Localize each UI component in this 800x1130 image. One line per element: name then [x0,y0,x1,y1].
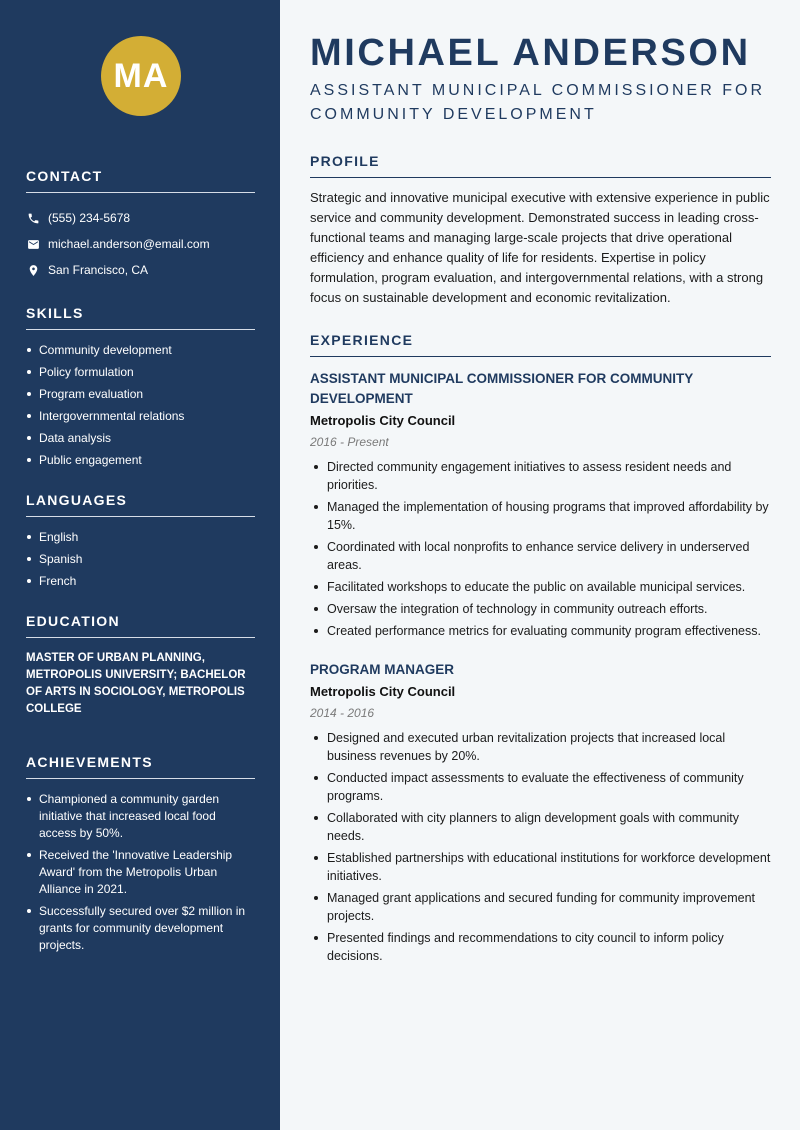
skill-item: Intergovernmental relations [26,408,255,424]
profile-heading: PROFILE [310,153,771,178]
contact-location-row [26,257,255,283]
experience-heading: EXPERIENCE [310,332,771,357]
job-title: PROGRAM MANAGER [310,662,454,677]
job-bullet: Managed grant applications and secured funding for community improvement projects. [310,889,771,925]
contact-location: San Francisco, CA [48,263,149,277]
achievement-item: Championed a community garden initiative that increased local food access by 50%. [26,791,255,842]
location-pin-icon [26,263,40,277]
skill-item: Community development [26,342,255,358]
contact-email-row [26,231,255,257]
achievement-item: Successfully secured over $2 million in grants for community development projects. [26,903,255,954]
contact-phone[interactable]: (555) 234-5678 [48,211,131,225]
skill-item: Program evaluation [26,386,255,402]
avatar-initials: MA [101,36,181,116]
job-bullet: Presented findings and recommendations to city council to inform policy decisions. [310,929,771,965]
email-icon [26,237,40,251]
job-bullets [310,729,771,965]
skill-item: Data analysis [26,430,255,446]
skills-list [26,342,255,468]
job-bullet: Created performance metrics for evaluating community program effectiveness. [310,622,771,640]
main-content [280,0,800,1130]
skill-item: Public engagement [26,452,255,468]
language-item: French [26,573,255,589]
job-bullet: Established partnerships with educational institutions for workforce development initiatives. [310,849,771,885]
skills-heading: SKILLS [26,305,255,330]
profile-text: Strategic and innovative municipal executive with extensive experience in public service and community development. Demonstrated success in leading cross-functional teams and managing large-scale projects that drive operational efficiency and enhance quality of life for residents. Expertise in policy formulation, program evaluation, and intergovernmental relations, with a strong focus on sustainable development and economic revitalization. [310,190,770,305]
skills-section [26,305,255,468]
job-company: Metropolis City Council [310,684,456,699]
phone-icon [26,211,40,225]
job-bullet: Designed and executed urban revitalization projects that increased local business revenues by 20%. [310,729,771,765]
education-heading: EDUCATION [26,613,255,638]
candidate-name: MICHAEL ANDERSON [310,32,751,74]
job-dates: 2016 - Present [310,435,389,449]
job-bullet: Facilitated workshops to educate the public on available municipal services. [310,578,771,596]
achievement-item: Received the 'Innovative Leadership Award' from the Metropolis Urban Alliance in 2021. [26,847,255,898]
skill-item: Policy formulation [26,364,255,380]
job-entry [310,369,771,640]
job-company: Metropolis City Council [310,413,456,428]
contact-phone-row [26,205,255,231]
profile-section [310,153,771,308]
job-bullet: Coordinated with local nonprofits to enhance service delivery in underserved areas. [310,538,771,574]
language-item: Spanish [26,551,255,567]
candidate-title: ASSISTANT MUNICIPAL COMMISSIONER FOR COMMUNITY DEVELOPMENT [310,82,765,123]
language-item: English [26,529,255,545]
job-entry [310,660,771,965]
achievements-heading: ACHIEVEMENTS [26,754,255,779]
education-section [26,613,255,718]
job-bullet: Directed community engagement initiatives to assess resident needs and priorities. [310,458,771,494]
languages-list [26,529,255,589]
job-title: ASSISTANT MUNICIPAL COMMISSIONER FOR COMMUNITY DEVELOPMENT [310,371,694,406]
contact-email[interactable]: michael.anderson@email.com [48,237,210,251]
job-bullet: Managed the implementation of housing programs that improved affordability by 15%. [310,498,771,534]
contact-section [26,168,255,283]
achievements-list [26,791,255,954]
job-bullet: Oversaw the integration of technology in community outreach efforts. [310,600,771,618]
job-dates: 2014 - 2016 [310,706,375,720]
job-bullet: Conducted impact assessments to evaluate the effectiveness of community programs. [310,769,771,805]
job-bullets [310,458,771,640]
education-text: MASTER OF URBAN PLANNING, METROPOLIS UNIVERSITY; BACHELOR OF ARTS IN SOCIOLOGY, METROPOLIS COLLEGE [26,652,246,715]
sidebar [0,0,280,1130]
contact-heading: CONTACT [26,168,255,193]
achievements-section [26,754,255,954]
job-bullet: Collaborated with city planners to align development goals with community needs. [310,809,771,845]
languages-heading: LANGUAGES [26,492,255,517]
languages-section [26,492,255,589]
experience-section [310,332,771,965]
